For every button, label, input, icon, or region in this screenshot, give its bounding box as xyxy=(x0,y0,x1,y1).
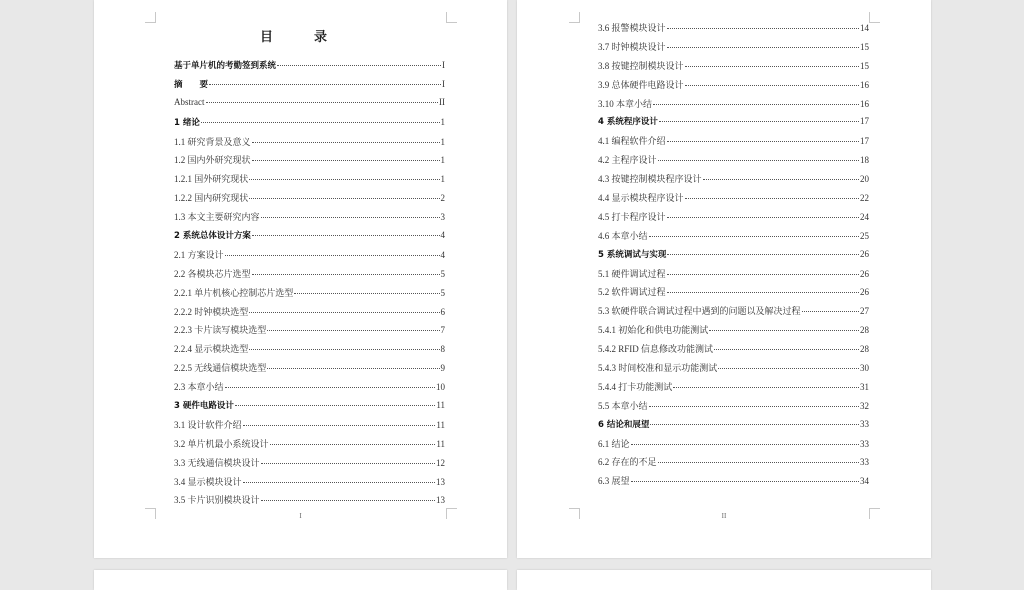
toc-entry-page: 6 xyxy=(440,306,445,317)
page-number: II xyxy=(721,512,727,520)
toc-entry-page: 15 xyxy=(860,41,869,52)
toc-entry[interactable] xyxy=(598,115,869,134)
toc-entry-label: 5.2 软件调试过程 xyxy=(598,287,666,298)
toc-leader-dots xyxy=(225,387,435,388)
toc-entry-label: 4.1 编程软件介绍 xyxy=(598,136,666,147)
toc-entry-page: 27 xyxy=(860,306,869,317)
toc-leader-dots xyxy=(209,84,441,85)
toc-leader-dots xyxy=(714,349,859,350)
toc-entry-page: 20 xyxy=(860,174,869,185)
toc-leader-dots xyxy=(653,104,859,105)
toc-leader-dots xyxy=(243,425,436,426)
toc-entry-page: 34 xyxy=(860,476,869,487)
toc-entry-page: 31 xyxy=(860,381,869,392)
toc-leader-dots xyxy=(277,65,441,66)
toc-entry-page: 13 xyxy=(436,495,445,506)
toc-entry-page: 5 xyxy=(440,268,445,279)
toc-entry[interactable] xyxy=(174,286,445,305)
toc-entry[interactable] xyxy=(598,40,869,59)
toc-list xyxy=(598,21,869,493)
toc-entry-page: 1 xyxy=(440,174,445,185)
document-page-3 xyxy=(94,570,507,590)
toc-entry[interactable] xyxy=(598,361,869,380)
toc-leader-dots xyxy=(667,292,859,293)
toc-entry-label: 6 结论和展望 xyxy=(598,419,650,430)
toc-list xyxy=(174,59,445,512)
toc-entry-page: 4 xyxy=(440,230,445,241)
toc-entry[interactable] xyxy=(174,456,445,475)
toc-leader-dots xyxy=(270,444,436,445)
toc-entry-page: 14 xyxy=(860,23,869,33)
toc-leader-dots xyxy=(673,387,859,388)
toc-entry[interactable] xyxy=(174,380,445,399)
toc-entry-label: 1.1 研究背景及意义 xyxy=(174,136,251,147)
toc-entry-page: 24 xyxy=(860,211,869,222)
toc-entry[interactable] xyxy=(174,437,445,456)
toc-entry-page: 10 xyxy=(436,382,445,393)
toc-entry[interactable] xyxy=(598,172,869,191)
toc-entry[interactable] xyxy=(174,361,445,380)
toc-leader-dots xyxy=(631,481,859,482)
toc-entry[interactable] xyxy=(174,418,445,437)
toc-entry-page: 13 xyxy=(436,476,445,487)
toc-entry-label: 5.4.2 RFID 信息修改功能测试 xyxy=(598,344,714,355)
toc-leader-dots xyxy=(261,500,435,501)
toc-entry-page: 33 xyxy=(860,438,869,449)
toc-leader-dots xyxy=(631,444,859,445)
toc-leader-dots xyxy=(252,235,440,236)
toc-entry[interactable] xyxy=(174,153,445,172)
toc-entry-label: 5.4.4 打卡功能测试 xyxy=(598,381,673,392)
toc-leader-dots xyxy=(685,198,859,199)
toc-leader-dots xyxy=(252,274,440,275)
toc-leader-dots xyxy=(802,311,859,312)
toc-entry-page: 28 xyxy=(860,325,869,336)
page-number: I xyxy=(299,512,302,520)
toc-entry-label: 4.5 打卡程序设计 xyxy=(598,211,666,222)
toc-entry-label: 5.4.3 时间校准和显示功能测试 xyxy=(598,363,718,374)
toc-leader-dots xyxy=(206,102,439,103)
toc-entry[interactable] xyxy=(174,248,445,267)
toc-entry-label: 6.3 展望 xyxy=(598,476,630,487)
document-page-2 xyxy=(517,0,931,558)
toc-entry-page: 2 xyxy=(440,193,445,204)
toc-leader-dots xyxy=(667,274,859,275)
toc-leader-dots xyxy=(261,217,440,218)
toc-entry-label: 2.2.4 显示模块选型 xyxy=(174,344,249,355)
toc-leader-dots xyxy=(667,217,859,218)
toc-entry-label: 1.2.1 国外研究现状 xyxy=(174,174,249,185)
toc-entry-label: 3.8 按键控制模块设计 xyxy=(598,60,684,71)
toc-entry-page: 7 xyxy=(440,325,445,336)
toc-entry-page: II xyxy=(439,96,445,107)
toc-entry-page: 16 xyxy=(860,98,869,109)
toc-entry-label: 4 系统程序设计 xyxy=(598,117,658,128)
toc-entry[interactable] xyxy=(174,399,445,418)
toc-leader-dots xyxy=(252,142,440,143)
toc-leader-dots xyxy=(294,293,439,294)
toc-entry-label: 3.1 设计软件介绍 xyxy=(174,419,242,430)
toc-entry-page: 15 xyxy=(860,60,869,71)
toc-entry-page: 11 xyxy=(436,438,445,449)
toc-leader-dots xyxy=(243,482,435,483)
toc-entry-page: 17 xyxy=(860,116,869,127)
crop-mark xyxy=(446,12,457,23)
toc-entry[interactable] xyxy=(598,210,869,229)
toc-entry[interactable] xyxy=(598,380,869,399)
toc-entry-page: 9 xyxy=(440,363,445,374)
toc-entry-page: 33 xyxy=(860,457,869,468)
toc-entry-label: 4.6 本章小结 xyxy=(598,230,648,241)
toc-leader-dots xyxy=(667,28,859,29)
toc-entry-label: 5.5 本章小结 xyxy=(598,400,648,411)
toc-entry-page: 11 xyxy=(436,419,445,430)
toc-entry-label: 基于单片机的考勤签到系统 xyxy=(174,61,277,71)
crop-mark xyxy=(569,12,580,23)
toc-entry[interactable] xyxy=(598,267,869,286)
toc-leader-dots xyxy=(225,255,440,256)
toc-entry-label: 2.2.3 卡片读写模块选型 xyxy=(174,325,267,336)
toc-entry-label: 4.2 主程序设计 xyxy=(598,155,657,166)
toc-entry-page: 18 xyxy=(860,155,869,166)
toc-leader-dots xyxy=(249,349,439,350)
crop-mark xyxy=(869,12,880,23)
toc-entry-label: 6.2 存在的不足 xyxy=(598,457,657,468)
toc-entry[interactable] xyxy=(598,323,869,342)
toc-leader-dots xyxy=(249,198,439,199)
toc-entry-page: 26 xyxy=(860,287,869,298)
toc-entry-page: 28 xyxy=(860,344,869,355)
toc-entry-page: 11 xyxy=(436,400,445,411)
toc-entry-label: 2 系统总体设计方案 xyxy=(174,231,251,242)
toc-entry[interactable] xyxy=(598,342,869,361)
toc-entry[interactable] xyxy=(598,399,869,418)
toc-entry[interactable] xyxy=(174,172,445,191)
toc-entry-page: 30 xyxy=(860,363,869,374)
toc-entry[interactable] xyxy=(598,59,869,78)
toc-leader-dots xyxy=(703,179,859,180)
toc-entry-page: 3 xyxy=(440,212,445,223)
toc-entry-page: 22 xyxy=(860,193,869,204)
toc-entry[interactable] xyxy=(598,78,869,97)
toc-entry-label: 5.3 软硬件联合调试过程中遇到的问题以及解决过程 xyxy=(598,306,801,317)
toc-entry-label: 2.2.5 无线通信模块选型 xyxy=(174,363,267,374)
toc-entry[interactable] xyxy=(174,267,445,286)
toc-entry-label: 2.2.2 时钟模块选型 xyxy=(174,306,249,317)
toc-entry[interactable] xyxy=(598,304,869,323)
toc-entry-label: 3.6 报警模块设计 xyxy=(598,23,666,33)
toc-entry-label: 1.2.2 国内研究现状 xyxy=(174,193,249,204)
toc-entry-label: 3.4 显示模块设计 xyxy=(174,476,242,487)
toc-entry-label: 2.3 本章小结 xyxy=(174,382,224,393)
toc-entry-label: 3.7 时钟模块设计 xyxy=(598,41,666,52)
toc-entry-page: 32 xyxy=(860,400,869,411)
toc-leader-dots xyxy=(252,160,440,161)
toc-leader-dots xyxy=(249,312,439,313)
toc-entry[interactable] xyxy=(598,455,869,474)
toc-leader-dots xyxy=(718,368,859,369)
toc-entry-label: 5 系统调试与实现 xyxy=(598,249,667,260)
toc-entry-page: 26 xyxy=(860,248,869,259)
toc-entry[interactable] xyxy=(174,191,445,210)
toc-entry-label: 3.3 无线通信模块设计 xyxy=(174,457,260,468)
toc-entry-page: 8 xyxy=(440,344,445,355)
toc-entry[interactable] xyxy=(174,323,445,342)
toc-entry-page: I xyxy=(442,60,445,70)
toc-entry[interactable] xyxy=(174,493,445,512)
toc-entry[interactable] xyxy=(174,342,445,361)
toc-leader-dots xyxy=(667,254,859,255)
toc-entry-page: 26 xyxy=(860,268,869,279)
toc-entry-label: 4.4 显示模块程序设计 xyxy=(598,193,684,204)
toc-leader-dots xyxy=(650,424,859,425)
toc-leader-dots xyxy=(649,236,859,237)
toc-entry[interactable] xyxy=(174,78,445,97)
toc-entry[interactable] xyxy=(174,475,445,494)
toc-leader-dots xyxy=(235,405,435,406)
toc-entry[interactable] xyxy=(174,135,445,154)
toc-entry-page: 1 xyxy=(440,116,445,127)
toc-leader-dots xyxy=(685,85,859,86)
toc-entry-label: 4.3 按键控制模块程序设计 xyxy=(598,174,702,185)
toc-entry[interactable] xyxy=(598,474,869,493)
toc-entry-label: 5.1 硬件调试过程 xyxy=(598,268,666,279)
toc-entry[interactable] xyxy=(598,285,869,304)
document-page-4 xyxy=(517,570,931,590)
toc-entry-page: 16 xyxy=(860,79,869,90)
toc-entry[interactable] xyxy=(174,97,445,116)
toc-entry[interactable] xyxy=(598,248,869,267)
toc-entry-label: 3.5 卡片识别模块设计 xyxy=(174,495,260,506)
toc-leader-dots xyxy=(267,368,439,369)
toc-entry-label: 6.1 结论 xyxy=(598,438,630,449)
toc-entry[interactable] xyxy=(598,229,869,248)
toc-entry-label: 摘 要 xyxy=(174,79,209,90)
toc-entry-label: Abstract xyxy=(174,96,205,107)
toc-title: 目 录 xyxy=(259,30,341,45)
toc-leader-dots xyxy=(658,462,859,463)
crop-mark xyxy=(145,12,156,23)
toc-entry[interactable] xyxy=(598,97,869,116)
toc-entry-label: 2.1 方案设计 xyxy=(174,249,224,260)
toc-entry-label: 5.4.1 初始化和供电功能测试 xyxy=(598,325,709,336)
toc-entry-page: 1 xyxy=(440,136,445,147)
toc-entry-label: 3 硬件电路设计 xyxy=(174,401,234,412)
toc-entry-page: 1 xyxy=(440,155,445,166)
toc-leader-dots xyxy=(249,179,439,180)
toc-entry-label: 1 绪论 xyxy=(174,117,200,128)
toc-leader-dots xyxy=(261,463,435,464)
toc-entry[interactable] xyxy=(174,229,445,248)
toc-entry-label: 3.10 本章小结 xyxy=(598,98,653,109)
toc-entry[interactable] xyxy=(598,437,869,456)
toc-leader-dots xyxy=(685,66,859,67)
toc-entry-label: 3.2 单片机最小系统设计 xyxy=(174,438,269,449)
toc-leader-dots xyxy=(649,406,859,407)
toc-leader-dots xyxy=(667,141,859,142)
toc-entry[interactable] xyxy=(598,21,869,40)
toc-entry[interactable] xyxy=(174,210,445,229)
toc-entry[interactable] xyxy=(174,59,445,78)
toc-leader-dots xyxy=(267,330,439,331)
toc-leader-dots xyxy=(667,47,859,48)
toc-entry-label: 1.3 本文主要研究内容 xyxy=(174,212,260,223)
toc-entry-page: 25 xyxy=(860,230,869,241)
toc-leader-dots xyxy=(658,160,859,161)
toc-entry-page: 4 xyxy=(440,249,445,260)
toc-entry-page: 33 xyxy=(860,418,869,429)
toc-leader-dots xyxy=(659,121,859,122)
toc-leader-dots xyxy=(201,122,440,123)
toc-entry[interactable] xyxy=(174,116,445,135)
toc-entry-page: I xyxy=(442,78,445,89)
document-page-1 xyxy=(94,0,507,558)
toc-entry-label: 2.2 各模块芯片选型 xyxy=(174,268,251,279)
toc-leader-dots xyxy=(709,330,859,331)
toc-entry-label: 2.2.1 单片机核心控制芯片选型 xyxy=(174,287,294,298)
toc-entry[interactable] xyxy=(174,305,445,324)
toc-entry-page: 12 xyxy=(436,457,445,468)
toc-entry-label: 3.9 总体硬件电路设计 xyxy=(598,79,684,90)
toc-entry[interactable] xyxy=(598,134,869,153)
toc-entry[interactable] xyxy=(598,418,869,437)
toc-entry-page: 17 xyxy=(860,136,869,147)
toc-entry[interactable] xyxy=(598,153,869,172)
toc-entry[interactable] xyxy=(598,191,869,210)
toc-entry-page: 5 xyxy=(440,287,445,298)
toc-entry-label: 1.2 国内外研究现状 xyxy=(174,155,251,166)
